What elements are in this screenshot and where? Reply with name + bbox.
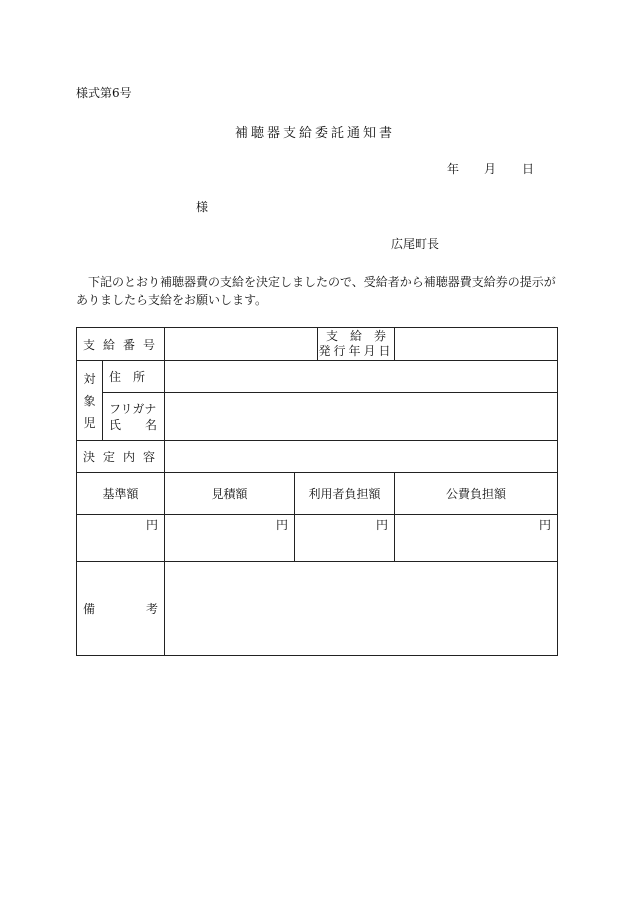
addressee: 様 [196,200,209,214]
amount-user-share[interactable]: 円 [295,515,395,562]
address-label: 住 所 [103,361,165,393]
payment-number-field[interactable] [165,328,318,361]
col-header-standard: 基準額 [77,473,165,515]
subject-char-1: 対 [83,371,96,386]
name-label [103,393,165,441]
voucher-label-top: 支 給 券 [326,329,387,343]
decision-field[interactable] [165,441,558,473]
address-field[interactable] [165,361,558,393]
subject-char-2: 象 [83,393,96,408]
payment-number-label: 支給番号 [77,328,165,361]
amount-public-share[interactable]: 円 [395,515,558,562]
child-name-label: 氏 名 [109,417,158,432]
document-title: 補聴器支給委託通知書 [234,126,395,141]
col-header-user-share: 利用者負担額 [295,473,395,515]
remarks-label [77,562,165,656]
name-field[interactable] [165,393,558,441]
remarks-char-1: 備 [83,602,96,616]
date-month: 月 [484,162,497,176]
form-table [76,327,558,656]
subject-char-3: 児 [83,415,96,430]
voucher-date-field[interactable] [395,328,558,361]
col-header-estimate: 見積額 [165,473,295,515]
body-line-2: ありましたら支給をお願いします。 [76,293,268,307]
decision-label: 決定内容 [77,441,165,473]
subject-child-label [77,361,103,441]
voucher-date-label [318,328,395,361]
furigana-label: フリガナ [109,401,157,416]
voucher-label-bottom: 発行年月日 [318,344,394,358]
issuer: 広尾町長 [391,237,440,251]
amount-standard[interactable]: 円 [77,515,165,562]
remarks-char-2: 考 [146,602,159,616]
remarks-field[interactable] [165,562,558,656]
form-number: 様式第6号 [76,86,132,100]
body-text [76,273,561,309]
date-line [447,160,534,177]
amount-estimate[interactable]: 円 [165,515,295,562]
date-day: 日 [522,162,535,176]
body-line-1: 下記のとおり補聴器費の支給を決定しましたので、受給者から補聴器費支給券の提示が [88,275,556,289]
date-year: 年 [447,162,460,176]
col-header-public-share: 公費負担額 [395,473,558,515]
